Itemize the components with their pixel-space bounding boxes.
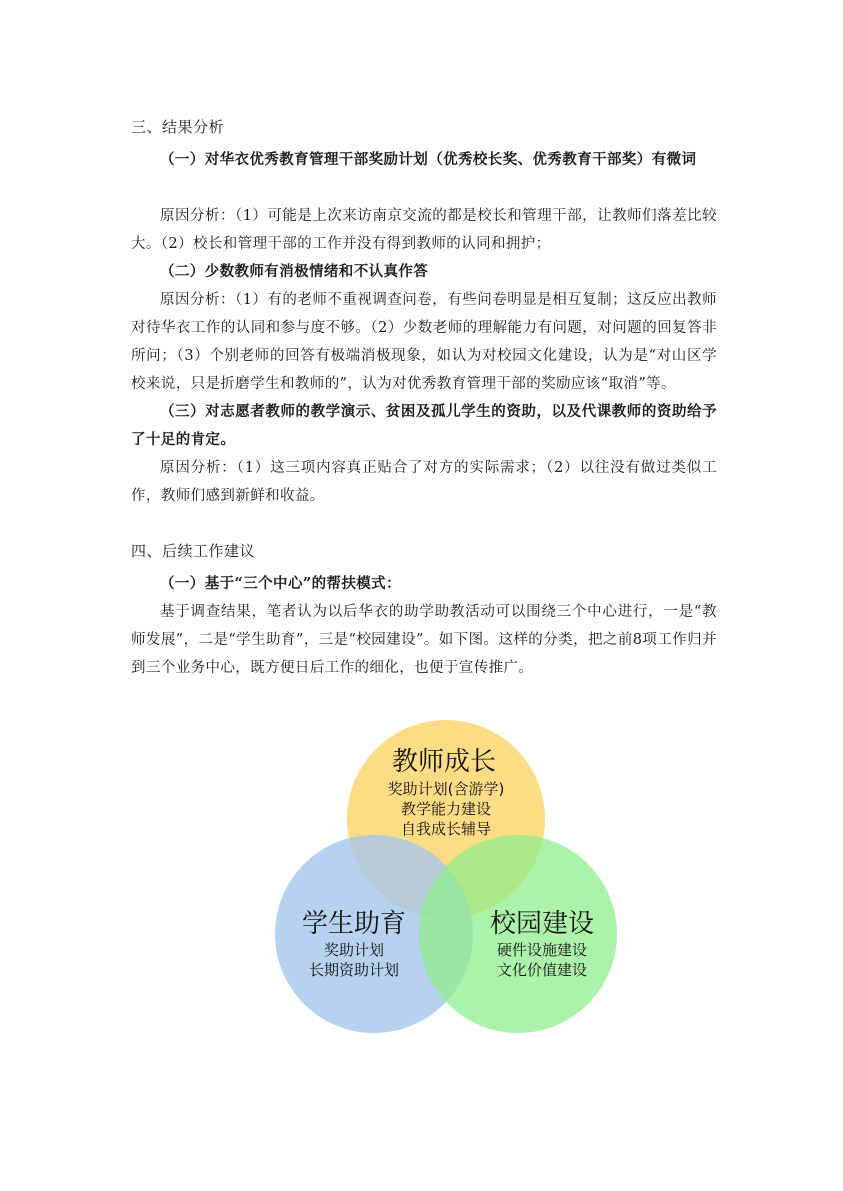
finding-1-title: （一）对华衣优秀教育管理干部奖励计划（优秀校长奖、优秀教育干部奖）有微词	[160, 151, 697, 168]
venn-campus-title: 校园建设	[489, 909, 595, 939]
section-heading-results: 三、结果分析	[131, 118, 225, 136]
venn-teacher-line-1: 奖助计划(含游学)	[387, 780, 505, 798]
finding-3-title: （三）对志愿者教师的教学演示、贫困及孤儿学生的资助，以及代课教师的资助给予了十足的肯定。	[131, 403, 717, 448]
venn-campus-line-1: 硬件设施建设	[496, 941, 588, 959]
venn-student-line-1: 奖助计划	[323, 941, 385, 959]
venn-student-title: 学生助育	[301, 909, 407, 939]
venn-teacher-line-2: 教学能力建设	[400, 800, 492, 818]
venn-teacher-line-3: 自我成长辅导	[400, 820, 492, 838]
venn-teacher-title: 教师成长	[391, 747, 497, 777]
venn-campus-line-2: 文化价值建设	[496, 961, 588, 979]
finding-1-analysis: 原因分析：（1）可能是上次来访南京交流的都是校长和管理干部，让教师们落差比较大。（2）校长和管理干部的工作并没有得到教师的认同和拥护；	[131, 208, 717, 252]
finding-2-title: （二）少数教师有消极情绪和不认真作答	[160, 263, 429, 280]
suggestion-1-body: 基于调查结果，笔者认为以后华衣的助学助教活动可以围绕三个中心进行，一是“教师发展”，二是“学生助育”，三是“校园建设”。如下图。这样的分类，把之前8项工作归并到三个业务中心，既方便日后工作的细化，也便于宣传推广。	[131, 604, 717, 676]
venn-student-line-2: 长期资助计划	[308, 961, 400, 979]
three-center-venn-diagram	[250, 712, 630, 1042]
section-heading-suggestions: 四、后续工作建议	[131, 542, 256, 560]
finding-3-analysis: 原因分析：（1）这三项内容真正贴合了对方的实际需求；（2）以往没有做过类似工作，教师们感到新鲜和收益。	[131, 460, 717, 504]
finding-2-analysis: 原因分析：（1）有的老师不重视调查问卷，有些问卷明显是相互复制；这反应出教师对待华衣工作的认同和参与度不够。（2）少数老师的理解能力有问题，对问题的回复答非所问；（3）个别老师的回答有极端消极现象，如认为对校园文化建设，认为是“对山区学校来说，只是折磨学生和教师的”，认为对优秀教育管理干部的奖励应该“取消”等。	[131, 292, 717, 392]
suggestion-1-title: （一）基于“三个中心”的帮扶模式：	[160, 575, 401, 592]
